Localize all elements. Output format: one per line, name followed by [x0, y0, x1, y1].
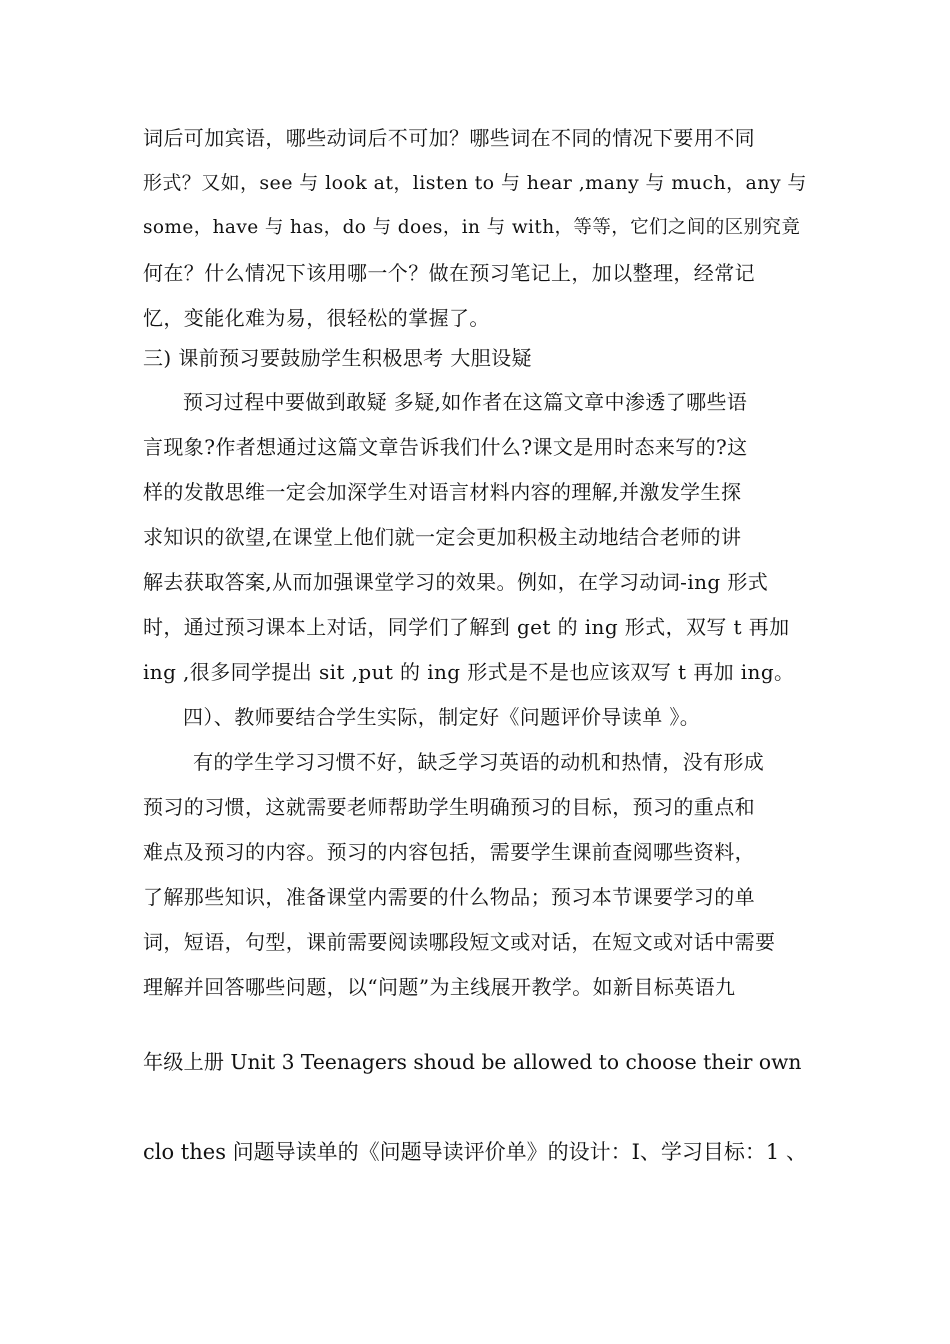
- paragraph-line: some，have 与 has，do 与 does，in 与 with，等等，它们之间的区别究竟: [143, 217, 801, 238]
- paragraph-line: 有的学生学习习惯不好，缺乏学习英语的动机和热情，没有形成: [193, 750, 765, 774]
- paragraph-line: 形式？又如，see 与 look at，listen to 与 hear ,many 与 much，any 与: [143, 172, 807, 194]
- paragraph-line: 解去获取答案,从而加强课堂学习的效果。例如，在学习动词-ing 形式: [143, 570, 769, 594]
- paragraph-line: 样的发散思维一定会加深学生对语言材料内容的理解,并激发学生探: [143, 480, 742, 504]
- paragraph-line: ing ,很多同学提出 sit ,put 的 ing 形式是不是也应该双写 t 再加 ing。: [143, 660, 795, 684]
- paragraph-line: 求知识的欲望,在课堂上他们就一定会更加积极主动地结合老师的讲: [143, 525, 742, 549]
- paragraph-line: 何在？什么情况下该用哪一个？做在预习笔记上，加以整理，经常记: [143, 261, 755, 285]
- paragraph-line: 词，短语，句型，课前需要阅读哪段短文或对话，在短文或对话中需要: [143, 930, 776, 954]
- paragraph-line: 年级上册 Unit 3 Teenagers shoud be allowed to choose their own: [143, 1050, 802, 1074]
- section-heading: 四）、教师要结合学生实际，制定好《问题评价导读单 》。: [183, 705, 701, 729]
- paragraph-line: 预习过程中要做到敢疑 多疑,如作者在这篇文章中渗透了哪些语: [183, 390, 748, 414]
- paragraph-line: 时，通过预习课本上对话，同学们了解到 get 的 ing 形式，双写 t 再加: [143, 615, 790, 639]
- paragraph-line: 理解并回答哪些问题，以“问题”为主线展开教学。如新目标英语九: [143, 975, 736, 999]
- paragraph-line: 难点及预习的内容。预习的内容包括，需要学生课前查阅哪些资料，: [143, 840, 755, 864]
- paragraph-line: 了解那些知识，准备课堂内需要的什么物品；预习本节课要学习的单: [143, 885, 755, 909]
- paragraph-line: 言现象?作者想通过这篇文章告诉我们什么?课文是用时态来写的?这: [143, 435, 748, 459]
- paragraph-line: 词后可加宾语，哪些动词后不可加？哪些词在不同的情况下要用不同: [143, 126, 755, 150]
- section-heading: 三) 课前预习要鼓励学生积极思考 大胆设疑: [143, 346, 532, 370]
- paragraph-line: 忆，变能化难为易，很轻松的掌握了。: [143, 306, 490, 330]
- paragraph-line: clo thes 问题导读单的《问题导读评价单》的设计：Ⅰ、学习目标：1 、: [143, 1140, 807, 1164]
- paragraph-line: 预习的习惯，这就需要老师帮助学生明确预习的目标，预习的重点和: [143, 795, 755, 819]
